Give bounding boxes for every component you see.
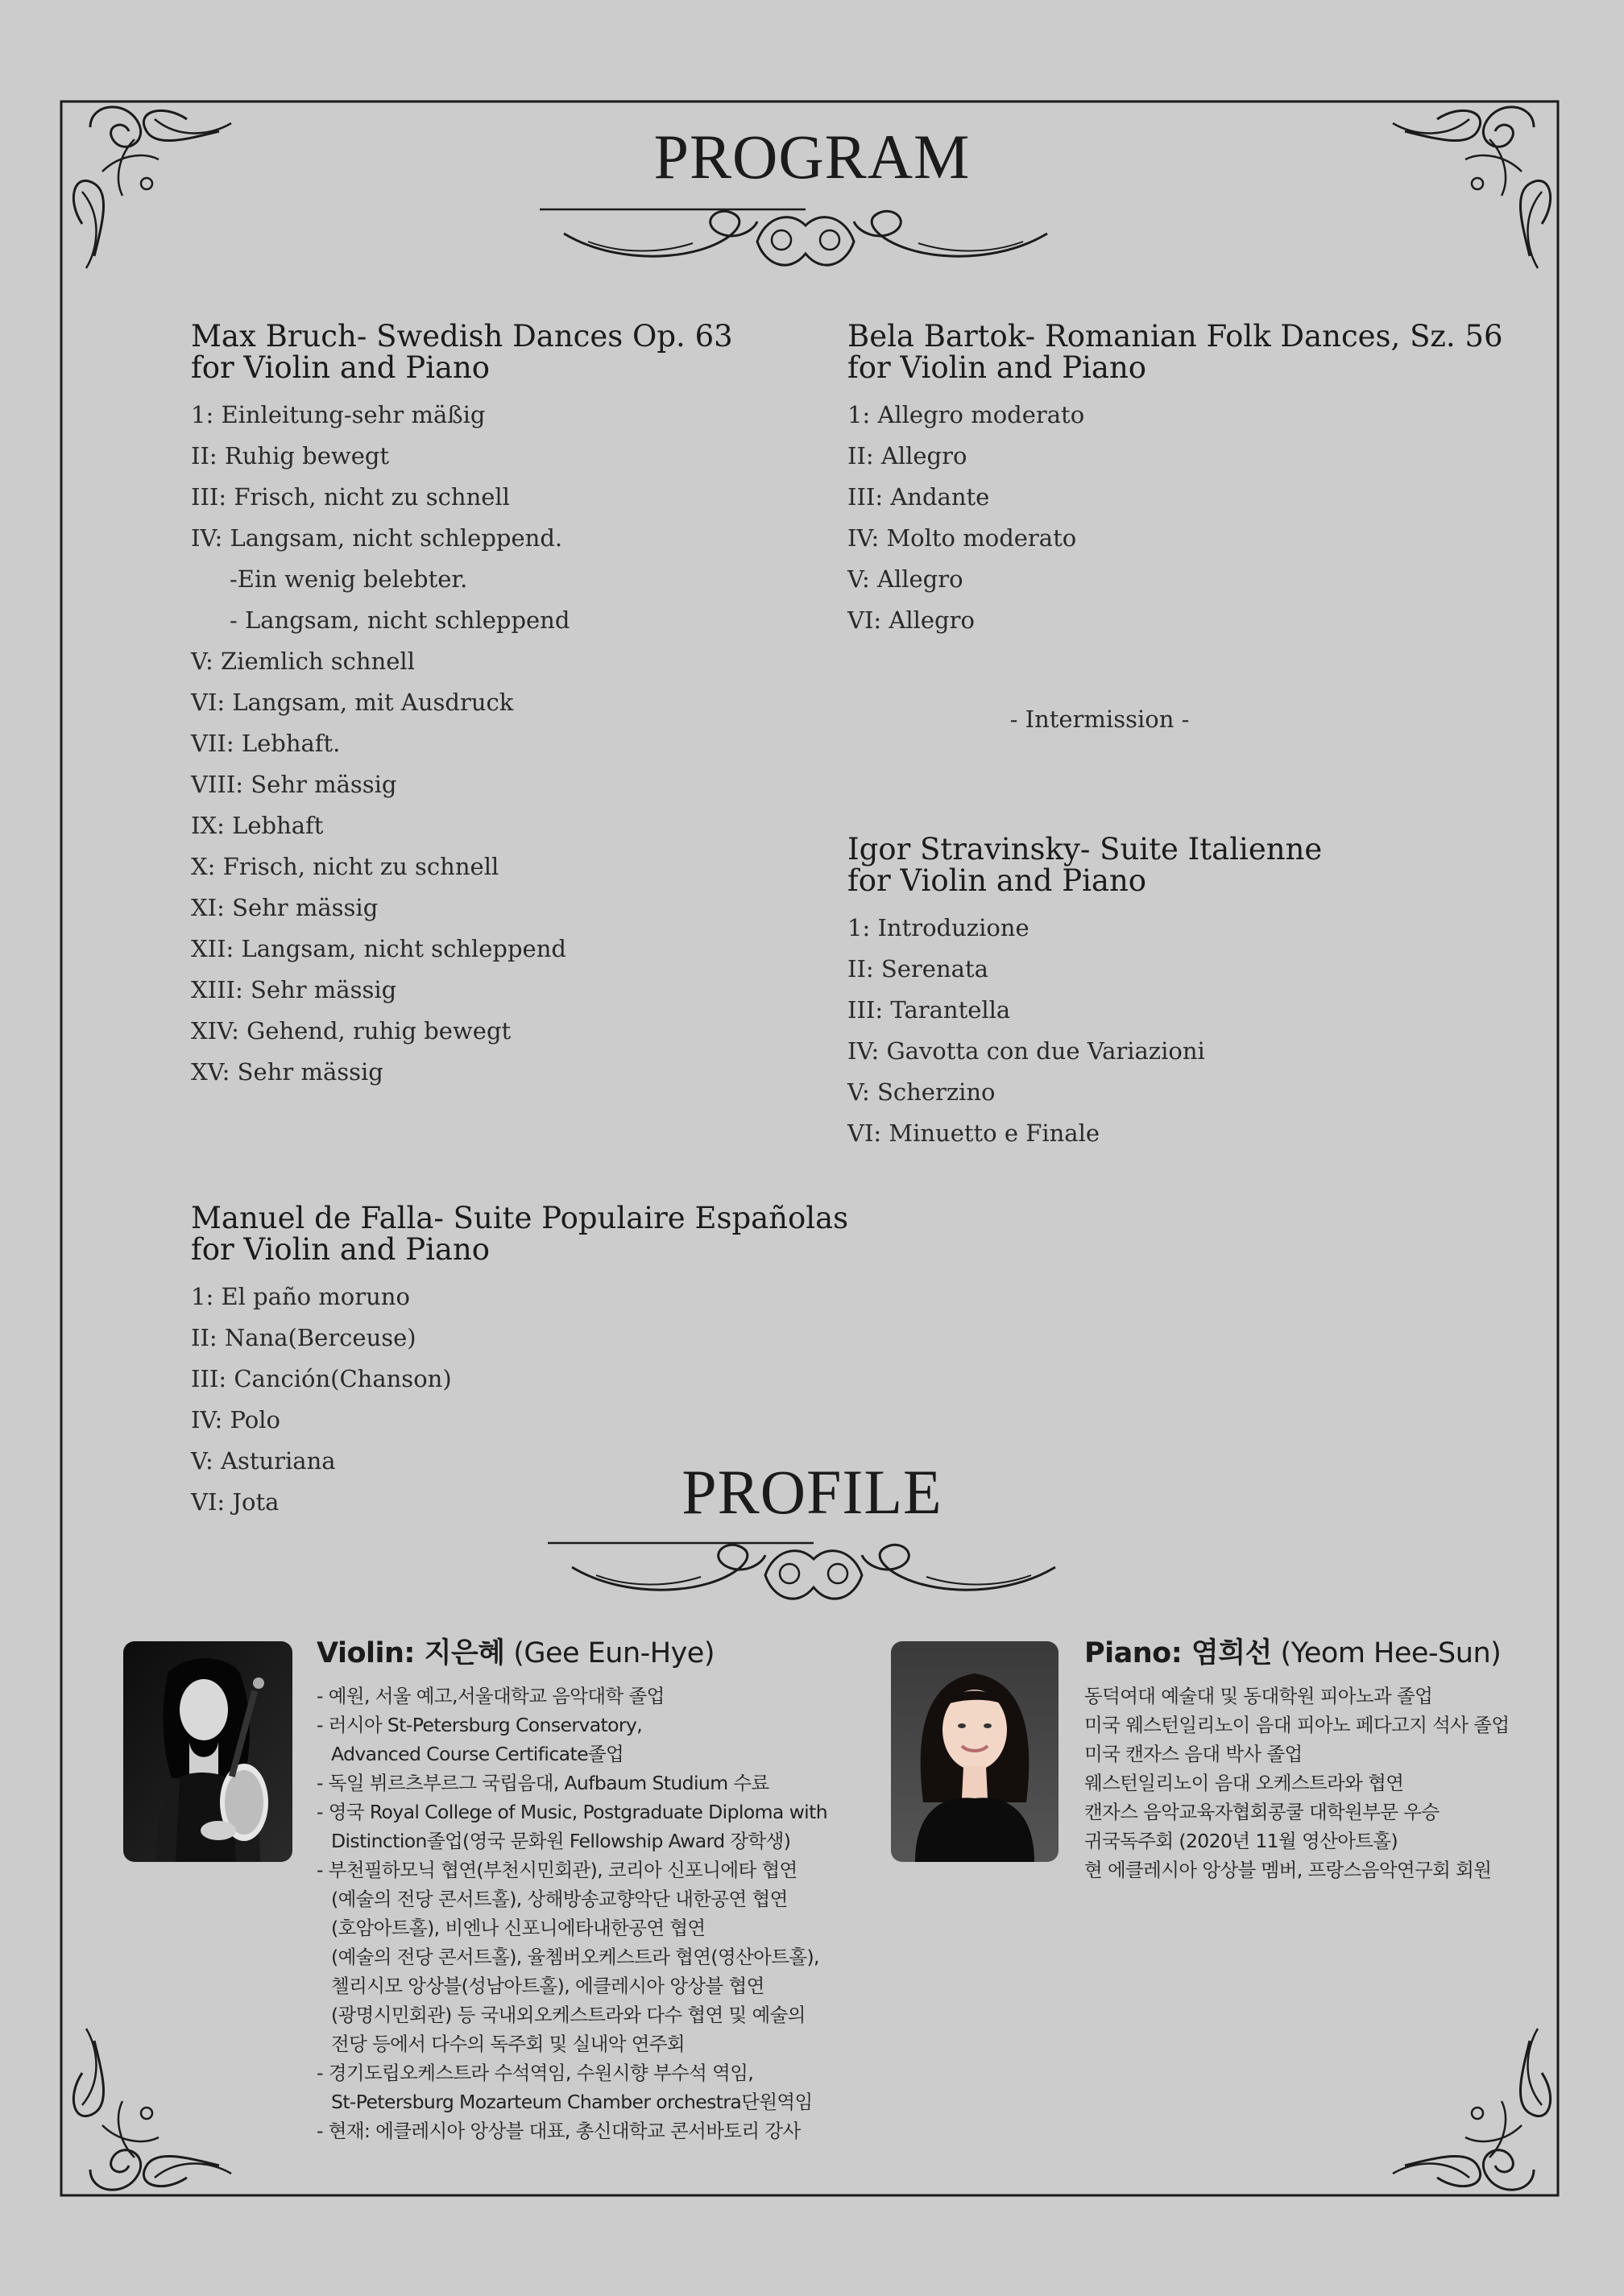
performer-romanized: (Gee Eun-Hye) [513,1637,715,1669]
bio-line: 전당 등에서 다수의 독주회 및 실내악 연주회 [331,2033,686,2055]
bio-line: Advanced Course Certificate졸업 [331,1743,624,1765]
bio-line: 미국 웨스턴일리노이 음대 피아노 페다고지 석사 졸업 [1084,1714,1510,1736]
bio-line: - 예원, 서울 예고,서울대학교 음악대학 졸업 [317,1685,665,1707]
bio-line: - 독일 뷔르츠부르그 국립음대, Aufbaum Studium 수료 [317,1772,769,1794]
movement-item: VI: Minuetto e Finale [847,1119,1100,1147]
movement-item: III: Tarantella [847,996,1011,1024]
profile-heading: PROFILE [682,1457,942,1527]
scroll-ornament-icon [540,209,1047,265]
performer-romanized: (Yeom Hee-Sun) [1280,1637,1502,1669]
corner-flourish-icon [73,2029,231,2190]
bio-line: 캔자스 음악교육자협회콩쿨 대학원부문 우승 [1084,1801,1440,1823]
performer-role: Piano: 염희선 [1084,1637,1272,1669]
movement-item: IV: Gavotta con due Variazioni [847,1037,1205,1065]
program-heading: PROGRAM [653,122,971,192]
piece-subtitle-line: for Violin and Piano [847,350,1147,385]
movement-item: V: Scherzino [847,1078,996,1106]
violinist-profile [317,1635,827,2145]
corner-flourish-icon [1393,2029,1551,2190]
piece-subtitle-line: for Violin and Piano [191,1232,491,1267]
piece-stravinsky [847,834,1322,1154]
bio-line: - 영국 Royal College of Music, Postgraduate Diploma with [317,1801,828,1823]
bio-line: - 부천필하모닉 협연(부천시민회관), 코리아 신포니에타 협연 [317,1859,798,1881]
piece-subtitle-line: for Violin and Piano [847,863,1147,898]
bio-line: St-Petersburg Mozarteum Chamber orchestra단원역임 [331,2091,813,2113]
bio-line: 미국 캔자스 음대 박사 졸업 [1084,1743,1303,1765]
movement-item: VIII: Sehr mässig [191,771,397,798]
movement-item: III: Andante [847,483,990,511]
movement-item: II: Serenata [847,955,988,983]
piece-subtitle-line: for Violin and Piano [191,350,491,385]
movement-item: IV: Polo [191,1406,281,1433]
bio-line: 현 에클레시아 앙상블 멤버, 프랑스음악연구회 회원 [1084,1859,1492,1881]
movement-item: XV: Sehr mässig [191,1058,383,1086]
movement-item: XIV: Gehend, ruhig bewegt [191,1017,512,1045]
corner-flourish-icon [73,107,231,268]
bio-list [317,1682,827,2145]
movement-item: 1: Allegro moderato [847,401,1085,428]
scroll-ornament-icon [548,1543,1055,1599]
bio-list [1084,1682,1509,1884]
movement-item: 1: El paño moruno [191,1283,410,1310]
bio-line: Distinction졸업(영국 문화원 Fellowship Award 장학생) [331,1830,791,1852]
movement-item: V: Asturiana [191,1447,336,1475]
movement-item: -Ein wenig belebter. [230,565,468,593]
bio-line: (예술의 전당 콘서트홀), 율쳄버오케스트라 협연(영산아트홀), [331,1946,819,1968]
movement-item: VI: Jota [191,1488,280,1516]
movement-item: V: Ziemlich schnell [191,647,415,675]
movement-item: III: Canción(Chanson) [191,1365,452,1392]
bio-line: (예술의 전당 콘서트홀), 상해방송교향악단 내한공연 협연 [331,1888,788,1910]
movement-item: X: Frisch, nicht zu schnell [191,853,499,880]
movement-item: IX: Lebhaft [191,812,324,839]
movement-list [191,1276,848,1523]
piece-title-line: Max Bruch- Swedish Dances Op. 63 [191,319,733,354]
piece-title-line: Manuel de Falla- Suite Populaire Españolas [191,1201,849,1235]
movement-item: XI: Sehr mässig [191,894,379,921]
movement-list [191,395,733,1093]
violinist-photo [123,1641,292,1862]
movement-item: II: Ruhig bewegt [191,442,390,470]
movement-item: XIII: Sehr mässig [191,976,397,1003]
bio-line: (호암아트홀), 비엔나 신포니에타내한공연 협연 [331,1917,706,1939]
piece-title [847,834,1322,896]
intermission-label: - Intermission - [1009,705,1190,733]
movement-item: IV: Molto moderato [847,524,1077,552]
movement-item: 1: Einleitung-sehr mäßig [191,401,486,428]
piece-bruch [191,321,733,1093]
movement-item: VII: Lebhaft. [191,730,341,757]
movement-item: VI: Langsam, mit Ausdruck [191,689,514,716]
piece-title [191,1202,848,1265]
bio-line: 웨스턴일리노이 음대 오케스트라와 협연 [1084,1772,1404,1794]
performer-name [1084,1635,1509,1672]
piece-title-line: Igor Stravinsky- Suite Italienne [847,832,1323,867]
piece-falla [191,1202,848,1523]
bio-line: - 현재: 에클레시아 앙상블 대표, 총신대학교 콘서바토리 강사 [317,2120,801,2142]
bio-line: (광명시민회관) 등 국내외오케스트라와 다수 협연 및 예술의 [331,2004,806,2026]
movement-list [847,395,1503,641]
piece-title [847,321,1503,383]
movement-item: VI: Allegro [847,606,975,634]
movement-list [847,908,1322,1154]
movement-item: II: Nana(Berceuse) [191,1324,416,1351]
bio-line: 첼리시모 앙상블(성남아트홀), 에클레시아 앙상블 협연 [331,1975,764,1997]
movement-item: - Langsam, nicht schleppend [230,606,570,634]
bio-line: - 러시아 St-Petersburg Conservatory, [317,1714,643,1736]
pianist-photo [891,1641,1058,1862]
movement-item: V: Allegro [847,565,963,593]
movement-item: III: Frisch, nicht zu schnell [191,483,510,511]
performer-name [317,1635,827,1672]
movement-item: IV: Langsam, nicht schleppend. [191,524,563,552]
bio-line: 귀국독주회 (2020년 11월 영산아트홀) [1084,1830,1398,1852]
bio-line: 동덕여대 예술대 및 동대학원 피아노과 졸업 [1084,1685,1433,1707]
piece-bartok [847,321,1503,641]
performer-role: Violin: 지은혜 [317,1637,505,1669]
piece-title [191,321,733,383]
piece-title-line: Bela Bartok- Romanian Folk Dances, Sz. 56 [847,319,1503,354]
movement-item: XII: Langsam, nicht schleppend [191,935,566,962]
movement-item: 1: Introduzione [847,914,1030,941]
corner-flourish-icon [1393,107,1551,268]
pianist-profile [1084,1635,1509,1884]
movement-item: II: Allegro [847,442,967,470]
bio-line: - 경기도립오케스트라 수석역임, 수원시향 부수석 역임, [317,2062,754,2084]
